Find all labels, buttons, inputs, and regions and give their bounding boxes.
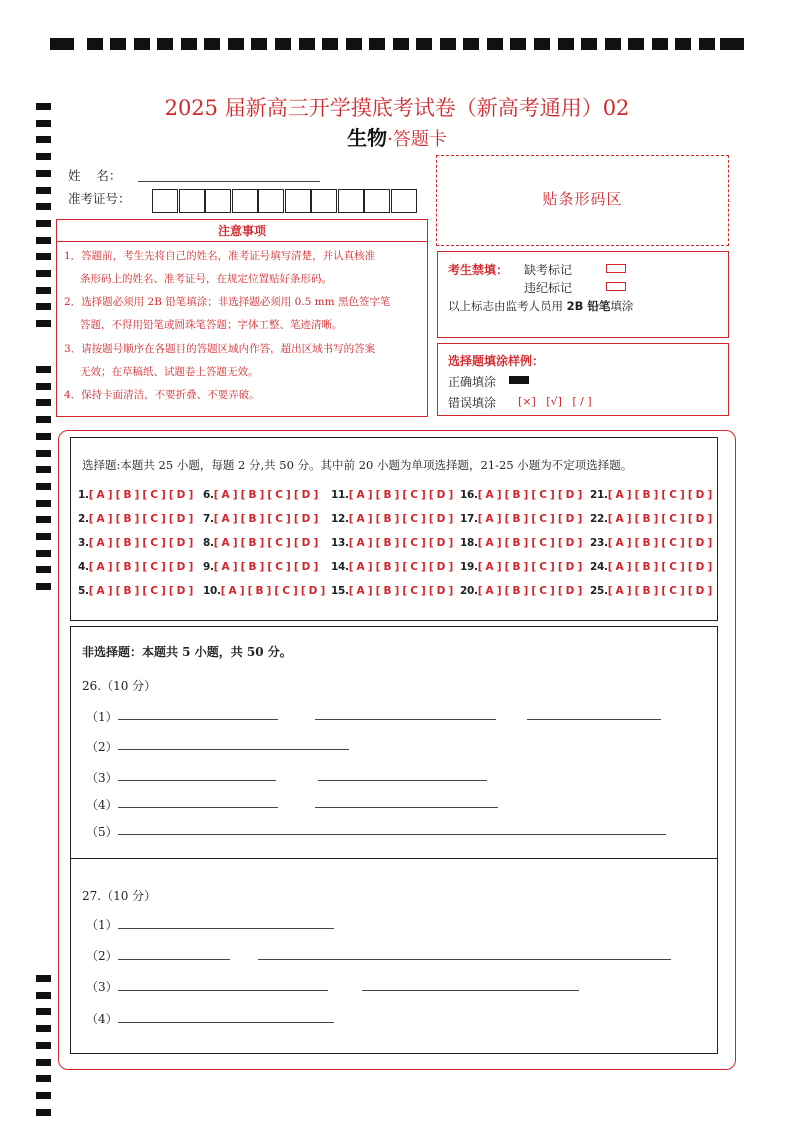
forbidden-note-post: 填涂 <box>610 299 634 313</box>
subtitle <box>0 122 794 151</box>
q26-part4-blank-2[interactable] <box>315 807 498 808</box>
timing-mark <box>36 516 51 523</box>
exam-id-digit-box[interactable] <box>285 189 311 213</box>
mc-question[interactable] <box>78 561 193 573</box>
absent-mark-box[interactable] <box>606 264 626 273</box>
q26-part1-label: （1） <box>86 710 118 724</box>
timing-mark <box>251 38 267 50</box>
id-label: 准考证号： <box>68 191 131 206</box>
mc-question[interactable] <box>590 585 712 597</box>
timing-mark <box>36 170 51 177</box>
q26-part1-blank-1[interactable] <box>118 719 278 720</box>
mc-question-number: 5. <box>78 585 89 597</box>
timing-mark <box>346 38 362 50</box>
timing-mark <box>36 975 51 982</box>
mc-question-number: 7. <box>203 513 214 525</box>
q27-part4-label: （4） <box>86 1012 118 1026</box>
q26-part4-blank-1[interactable] <box>118 807 278 808</box>
timing-mark <box>181 38 197 50</box>
timing-mark <box>699 38 715 50</box>
correct-fill-sample <box>509 376 529 384</box>
timing-mark <box>558 38 574 50</box>
timing-mark <box>440 38 456 50</box>
q26-part5-blank-1[interactable] <box>118 834 666 835</box>
notice-line-3: 2．选择题必须用 2B 铅笔填涂；非选择题必须用 0.5 mm 黑色签字笔 <box>64 296 391 308</box>
mc-options[interactable]: [ A ] [ B ] [ C ] [ D ] <box>348 537 453 549</box>
mc-question[interactable] <box>203 489 318 501</box>
mc-question-number: 1. <box>78 489 89 501</box>
mc-options[interactable]: [ A ] [ B ] [ C ] [ D ] <box>213 537 318 549</box>
q27-part2-blank-1[interactable] <box>118 959 230 960</box>
timing-mark <box>534 38 550 50</box>
mc-question-number: 13. <box>331 537 349 549</box>
timing-mark <box>157 38 173 50</box>
mc-question[interactable] <box>331 561 453 573</box>
mc-question-number: 22. <box>590 513 608 525</box>
mc-question-number: 4. <box>78 561 89 573</box>
timing-mark <box>110 38 126 50</box>
exam-title: 2025 届新高三开学摸底考试卷（新高考通用）02 <box>164 96 630 120</box>
mc-question[interactable] <box>460 561 582 573</box>
timing-mark <box>36 153 51 160</box>
q27-part3-blank-1[interactable] <box>118 990 328 991</box>
timing-mark <box>36 500 51 507</box>
mc-question-number: 23. <box>590 537 608 549</box>
mc-question-number: 18. <box>460 537 478 549</box>
violation-label: 违纪标记 <box>524 281 573 295</box>
mc-options[interactable]: [ A ] [ B ] [ C ] [ D ] <box>348 513 453 525</box>
mc-question-number: 6. <box>203 489 214 501</box>
top-timing-marks <box>50 38 745 52</box>
mc-question[interactable] <box>331 585 453 597</box>
mc-options[interactable]: [ A ] [ B ] [ C ] [ D ] <box>348 489 453 501</box>
timing-mark <box>487 38 503 50</box>
exam-id-digit-box[interactable] <box>311 189 337 213</box>
mc-question[interactable] <box>460 585 582 597</box>
card-label: ·答题卡 <box>387 129 447 150</box>
name-label: 姓 名： <box>68 168 122 183</box>
exam-id-digit-box[interactable] <box>179 189 205 213</box>
mc-question[interactable] <box>203 585 325 597</box>
q27-part4-blank-1[interactable] <box>118 1022 334 1023</box>
timing-mark <box>581 38 597 50</box>
timing-mark <box>652 38 668 50</box>
mc-question[interactable] <box>590 513 712 525</box>
mc-options[interactable]: [ A ] [ B ] [ C ] [ D ] <box>607 513 712 525</box>
timing-mark <box>36 1008 51 1015</box>
wrong-label: 错误填涂 <box>448 396 497 410</box>
timing-mark <box>228 38 244 50</box>
mc-options[interactable]: [ A ] [ B ] [ C ] [ D ] <box>348 561 453 573</box>
mc-options[interactable]: [ A ] [ B ] [ C ] [ D ] <box>88 489 193 501</box>
sample-box <box>437 343 729 416</box>
mc-question-number: 10. <box>203 585 221 597</box>
mc-options[interactable]: [ A ] [ B ] [ C ] [ D ] <box>88 585 193 597</box>
mc-question[interactable] <box>78 585 193 597</box>
mc-options[interactable]: [ A ] [ B ] [ C ] [ D ] <box>607 585 712 597</box>
mc-options[interactable]: [ A ] [ B ] [ C ] [ D ] <box>477 585 582 597</box>
exam-id-digit-box[interactable] <box>152 189 178 213</box>
timing-mark <box>36 466 51 473</box>
forbidden-note-bold: 2B 铅笔 <box>566 299 611 313</box>
timing-mark <box>36 1075 51 1082</box>
mc-options[interactable]: [ A ] [ B ] [ C ] [ D ] <box>220 585 325 597</box>
q27-part1-label: （1） <box>86 918 118 932</box>
timing-mark <box>322 38 338 50</box>
q26-part4-label: （4） <box>86 798 118 812</box>
timing-mark <box>36 383 51 390</box>
wrong-fill-samples: [×] [√] [ / ] <box>518 395 592 408</box>
q27-part2-label: （2） <box>86 949 118 963</box>
violation-mark-box[interactable] <box>606 282 626 291</box>
q26-title: 26.（10 分） <box>82 679 157 693</box>
timing-mark <box>204 38 220 50</box>
timing-mark <box>628 38 644 50</box>
q26-part2-label: （2） <box>86 740 118 754</box>
mc-options[interactable]: [ A ] [ B ] [ C ] [ D ] <box>88 537 193 549</box>
timing-mark <box>463 38 479 50</box>
timing-mark <box>36 270 51 277</box>
mc-question[interactable] <box>203 537 318 549</box>
barcode-area <box>436 155 729 246</box>
notice-line-5: 3．请按题号顺序在各题目的答题区域内作答，超出区域书写的答案 <box>64 343 376 355</box>
notice-box <box>56 219 428 417</box>
mc-options[interactable]: [ A ] [ B ] [ C ] [ D ] <box>213 513 318 525</box>
exam-id-digit-box[interactable] <box>391 189 417 213</box>
name-field[interactable] <box>138 181 320 182</box>
timing-mark <box>36 366 51 373</box>
question-divider <box>70 858 718 859</box>
timing-mark <box>605 38 621 50</box>
mc-question-number: 15. <box>331 585 349 597</box>
notice-line-4: 答题，不得用铅笔或圆珠笔答题；字体工整、笔迹清晰。 <box>80 319 343 331</box>
timing-mark <box>36 237 51 244</box>
q27-part3-label: （3） <box>86 980 118 994</box>
mc-options[interactable]: [ A ] [ B ] [ C ] [ D ] <box>88 513 193 525</box>
mc-options[interactable]: [ A ] [ B ] [ C ] [ D ] <box>348 585 453 597</box>
timing-mark <box>510 38 526 50</box>
q26-part2-blank-1[interactable] <box>118 749 349 750</box>
subject-name: 生物 <box>347 126 388 150</box>
mc-question[interactable] <box>78 537 193 549</box>
mc-question[interactable] <box>590 561 712 573</box>
mc-question-number: 16. <box>460 489 478 501</box>
q26-part3-label: （3） <box>86 771 118 785</box>
barcode-area-label: 贴条形码区 <box>542 190 623 208</box>
timing-mark <box>36 253 51 260</box>
mc-question-number: 20. <box>460 585 478 597</box>
mc-options[interactable]: [ A ] [ B ] [ C ] [ D ] <box>477 561 582 573</box>
q26-part3-blank-2[interactable] <box>318 780 487 781</box>
mc-question-number: 9. <box>203 561 214 573</box>
forbidden-note-pre: 以上标志由监考人员用 <box>448 299 567 313</box>
mc-header: 选择题:本题共 25 小题，每题 2 分,共 50 分。其中前 20 小题为单项选择题，21-25 小题为不定项选择题。 <box>82 458 633 472</box>
timing-mark <box>134 38 150 50</box>
notice-header: 注意事项 <box>57 220 427 242</box>
q27-title: 27.（10 分） <box>82 889 157 903</box>
exam-id-digit-box[interactable] <box>258 189 284 213</box>
timing-mark <box>36 220 51 227</box>
mc-question[interactable] <box>331 513 453 525</box>
mc-question[interactable] <box>460 537 582 549</box>
mc-question-number: 25. <box>590 585 608 597</box>
timing-mark <box>36 1042 51 1049</box>
timing-mark <box>36 433 51 440</box>
mc-options[interactable]: [ A ] [ B ] [ C ] [ D ] <box>477 537 582 549</box>
timing-mark <box>36 303 51 310</box>
timing-mark <box>36 1025 51 1032</box>
timing-mark <box>36 483 51 490</box>
mc-options[interactable]: [ A ] [ B ] [ C ] [ D ] <box>607 537 712 549</box>
q26-part5-label: （5） <box>86 825 118 839</box>
notice-line-1: 1．答题前，考生先将自己的姓名，准考证号填写清楚，并认真核准 <box>64 250 376 262</box>
mc-options[interactable]: [ A ] [ B ] [ C ] [ D ] <box>213 489 318 501</box>
q26-part1-blank-2[interactable] <box>315 719 496 720</box>
timing-mark <box>369 38 385 50</box>
mc-options[interactable]: [ A ] [ B ] [ C ] [ D ] <box>88 561 193 573</box>
mc-question-number: 3. <box>78 537 89 549</box>
timing-mark <box>36 203 51 210</box>
correct-label: 正确填涂 <box>448 375 497 389</box>
mc-question-number: 17. <box>460 513 478 525</box>
timing-mark <box>36 566 51 573</box>
timing-mark <box>416 38 432 50</box>
mc-question[interactable] <box>590 537 712 549</box>
q26-part3-blank-1[interactable] <box>118 780 276 781</box>
exam-id-digit-box[interactable] <box>364 189 390 213</box>
timing-mark <box>36 399 51 406</box>
notice-line-7: 4．保持卡面清洁，不要折叠、不要弄破。 <box>64 389 260 401</box>
mc-question-number: 21. <box>590 489 608 501</box>
mc-section <box>70 437 718 621</box>
mc-question-number: 24. <box>590 561 608 573</box>
mc-question-number: 14. <box>331 561 349 573</box>
timing-mark <box>50 38 74 50</box>
q26-part1-blank-3[interactable] <box>527 719 661 720</box>
mc-options[interactable]: [ A ] [ B ] [ C ] [ D ] <box>213 561 318 573</box>
mc-question[interactable] <box>460 513 582 525</box>
q27-part2-blank-2[interactable] <box>258 959 671 960</box>
mc-question[interactable] <box>78 513 193 525</box>
timing-mark <box>87 38 103 50</box>
timing-mark <box>36 1109 51 1116</box>
exam-id-digit-box[interactable] <box>338 189 364 213</box>
mc-question[interactable] <box>78 489 193 501</box>
exam-id-boxes[interactable] <box>152 189 418 213</box>
timing-mark <box>36 416 51 423</box>
exam-id-digit-box[interactable] <box>232 189 258 213</box>
mc-options[interactable]: [ A ] [ B ] [ C ] [ D ] <box>477 489 582 501</box>
notice-line-2: 条形码上的姓名、准考证号，在规定位置贴好条形码。 <box>80 273 332 285</box>
timing-mark <box>275 38 291 50</box>
mc-options[interactable]: [ A ] [ B ] [ C ] [ D ] <box>607 489 712 501</box>
q27-part1-blank-1[interactable] <box>118 928 334 929</box>
timing-mark <box>36 187 51 194</box>
forbidden-label: 考生禁填： <box>448 263 509 277</box>
absent-label: 缺考标记 <box>524 263 573 277</box>
timing-mark <box>720 38 744 50</box>
timing-mark <box>36 450 51 457</box>
timing-mark <box>36 1059 51 1066</box>
mc-question-number: 2. <box>78 513 89 525</box>
mc-question-number: 11. <box>331 489 349 501</box>
nonmc-header: 非选择题：本题共 5 小题，共 50 分。 <box>82 645 292 659</box>
sample-title: 选择题填涂样例： <box>448 354 545 368</box>
timing-mark <box>299 38 315 50</box>
notice-line-6: 无效；在草稿纸、试题卷上答题无效。 <box>80 366 259 378</box>
mc-question[interactable] <box>203 513 318 525</box>
timing-mark <box>36 992 51 999</box>
timing-mark <box>36 320 51 327</box>
forbidden-box <box>437 251 729 338</box>
mc-question-number: 8. <box>203 537 214 549</box>
mc-options[interactable]: [ A ] [ B ] [ C ] [ D ] <box>477 513 582 525</box>
nonmc-section <box>70 626 718 1054</box>
timing-mark <box>36 287 51 294</box>
mc-question-number: 19. <box>460 561 478 573</box>
mc-options[interactable]: [ A ] [ B ] [ C ] [ D ] <box>607 561 712 573</box>
mc-question[interactable] <box>203 561 318 573</box>
timing-mark <box>675 38 691 50</box>
timing-mark <box>36 583 51 590</box>
mc-question[interactable] <box>331 489 453 501</box>
timing-mark <box>36 1092 51 1099</box>
mc-question[interactable] <box>590 489 712 501</box>
timing-mark <box>36 533 51 540</box>
mc-question[interactable] <box>331 537 453 549</box>
exam-id-digit-box[interactable] <box>205 189 231 213</box>
mc-question-number: 12. <box>331 513 349 525</box>
mc-question[interactable] <box>460 489 582 501</box>
timing-mark <box>393 38 409 50</box>
timing-mark <box>36 550 51 557</box>
forbidden-note <box>448 298 633 314</box>
q27-part3-blank-2[interactable] <box>362 990 579 991</box>
